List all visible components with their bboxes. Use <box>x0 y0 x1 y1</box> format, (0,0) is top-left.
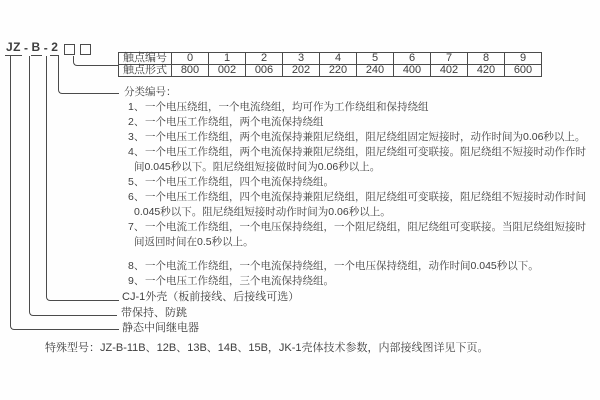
contact-form-header: 触点形式 <box>119 65 172 77</box>
table-cell: 8 <box>468 53 505 65</box>
model-code-separator: - <box>43 41 49 55</box>
table-cell: 2 <box>246 53 283 65</box>
item-text-continuation: 0.045秒以下。阻尼绕组短接时动作时间为0.06秒以上。 <box>134 206 391 218</box>
item-text: 一个电流工作绕组，一个电流保持绕组，一个电压保持绕组，动作时间0.045秒以下。 <box>145 260 539 272</box>
item-number: 2、 <box>128 116 145 128</box>
item-number: 6、 <box>128 191 145 203</box>
contact-number-row <box>119 53 542 65</box>
callout-line-contact-table <box>73 56 119 66</box>
contact-form-row <box>119 65 542 77</box>
item-text: 一个电压工作绕组，两个电流保持绕组 <box>145 116 324 128</box>
contact-number-header: 触点编号 <box>119 53 172 65</box>
table-cell: 1 <box>209 53 246 65</box>
item-text: 一个电压工作绕组，两个电流保持兼阻尼绕组，阻尼绕组固定短接时，动作时间为0.06秒以上。 <box>145 131 586 143</box>
item-number: 8、 <box>128 260 145 272</box>
table-cell: 600 <box>505 65 542 77</box>
item-number: 1、 <box>128 101 145 113</box>
model-code-separator: - <box>24 41 29 55</box>
item-text: 一个电压工作绕组，四个电流保持绕组。 <box>145 176 334 188</box>
classification-item-8 <box>128 259 598 274</box>
hold-feature-label: 带保持、防跳 <box>121 307 187 319</box>
table-cell: 240 <box>357 65 394 77</box>
item-text: 一个电压工作绕组，两个电流保持兼阻尼绕组，阻尼绕组可变联接。阻尼绕组不短接时动作作时 <box>145 146 586 158</box>
classification-item-6 <box>128 190 598 220</box>
classification-item-4 <box>128 145 598 175</box>
special-models-note: 特殊型号：JZ-B-11B、12B、13B、14B、15B，JK-1壳体技术参数，内部接线图详见下页。 <box>45 342 489 354</box>
table-cell: 0 <box>172 53 209 65</box>
classification-item-9 <box>128 274 598 289</box>
table-cell: 202 <box>283 65 320 77</box>
table-cell: 006 <box>246 65 283 77</box>
table-cell: 402 <box>431 65 468 77</box>
item-number: 5、 <box>128 176 145 188</box>
table-cell: 4 <box>320 53 357 65</box>
classification-item-3 <box>128 130 598 145</box>
table-cell: 002 <box>209 65 246 77</box>
case-type-label: CJ-1外壳（板前接线、后接线可选） <box>122 291 300 303</box>
item-number: 7、 <box>128 221 145 233</box>
classification-item-7 <box>128 220 598 250</box>
table-cell: 9 <box>505 53 542 65</box>
item-text-continuation: 间0.045秒以下。阻尼绕组短接做时间为0.06秒以上。 <box>134 161 381 173</box>
table-cell: 420 <box>468 65 505 77</box>
item-text: 一个电流工作绕组，一个电压保持绕组，一个阻尼绕组，阻尼绕组可变联接。当阻尼绕组短接时 <box>145 221 586 233</box>
item-text: 一个电压工作绕组，三个电流保持绕组。 <box>145 275 334 287</box>
classification-item-5 <box>128 175 598 190</box>
table-cell: 220 <box>320 65 357 77</box>
classification-heading: 分类编号： <box>124 86 177 98</box>
table-cell: 3 <box>283 53 320 65</box>
table-cell: 6 <box>394 53 431 65</box>
item-text-continuation: 间返回时间在0.5秒以上。 <box>134 236 254 248</box>
item-number: 3、 <box>128 131 145 143</box>
classification-item-2 <box>128 115 598 130</box>
item-text: 一个电压工作绕组，四个电流保持兼阻尼绕组，阻尼绕组可变联接，阻尼绕组不短接时动作时间 <box>145 191 586 203</box>
model-code <box>5 41 91 56</box>
model-code-variant: 2 <box>51 40 59 54</box>
model-code-series: B <box>31 40 41 54</box>
classification-placeholder-box <box>64 44 75 55</box>
contact-table <box>118 52 542 77</box>
table-cell: 400 <box>394 65 431 77</box>
relay-type-label: 静态中间继电器 <box>122 322 199 334</box>
item-text: 一个电压绕组，一个电流绕组，均可作为工作绕组和保持绕组 <box>145 101 429 113</box>
classification-item-1 <box>128 100 598 115</box>
classification-list <box>124 85 598 289</box>
item-number: 9、 <box>128 275 145 287</box>
table-cell: 7 <box>431 53 468 65</box>
table-cell: 800 <box>172 65 209 77</box>
table-cell: 5 <box>357 53 394 65</box>
model-code-prefix: JZ <box>6 40 22 54</box>
item-number: 4、 <box>128 146 145 158</box>
contact-form-placeholder-box <box>80 44 91 55</box>
